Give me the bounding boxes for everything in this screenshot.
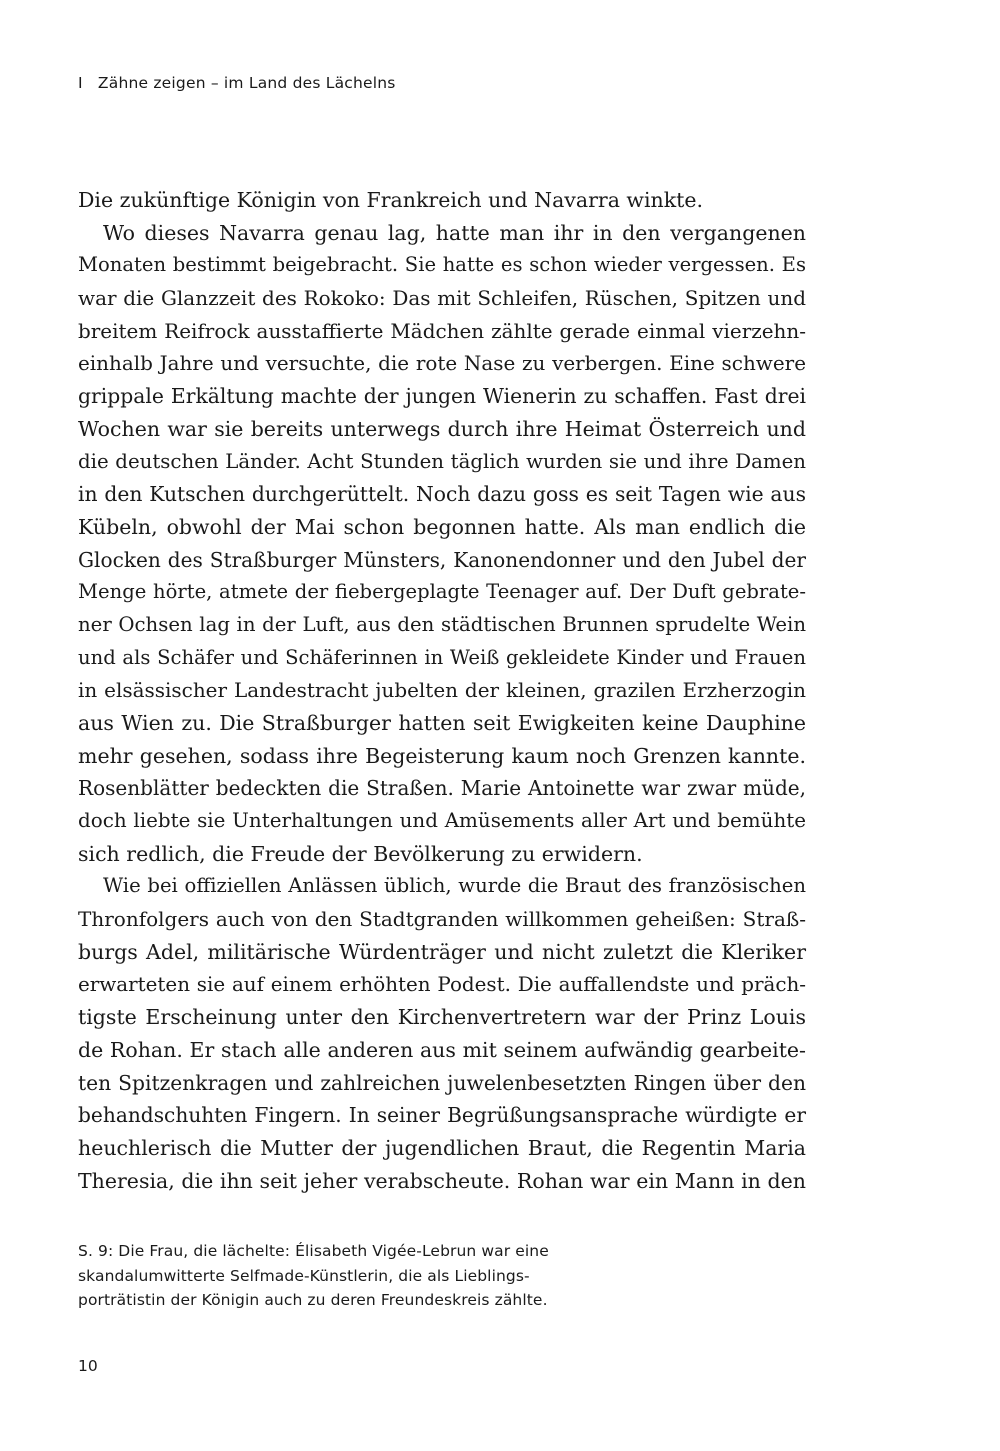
footnote-line: S. 9: Die Frau, die lächelte: Élisabeth Vigée-Lebrun war eine bbox=[78, 1242, 549, 1260]
body-line: Theresia, die ihn seit jeher verabscheute. Rohan war ein Mann in den bbox=[78, 1168, 806, 1193]
running-head bbox=[78, 74, 396, 92]
footnote-line: porträtistin der Königin auch zu deren Freundeskreis zählte. bbox=[78, 1291, 548, 1309]
body-line: burgs Adel, militärische Würdenträger und nicht zuletzt die Kleriker bbox=[78, 939, 806, 964]
body-line: Glocken des Straßburger Münsters, Kanonendonner und den Jubel der bbox=[78, 547, 806, 572]
body-line: grippale Erkältung machte der jungen Wienerin zu schaffen. Fast drei bbox=[78, 384, 806, 409]
footnote-line: skandalumwitterte Selfmade-Künstlerin, die als Lieblings- bbox=[78, 1266, 530, 1285]
body-line: Wo dieses Navarra genau lag, hatte man ihr in den vergangenen bbox=[103, 220, 806, 245]
body-line: Wochen war sie bereits unterwegs durch ihre Heimat Österreich und bbox=[78, 416, 806, 441]
body-line: einhalb Jahre und versuchte, die rote Nase zu verbergen. Eine schwere bbox=[78, 351, 806, 376]
body-line: in den Kutschen durchgerüttelt. Noch dazu goss es seit Tagen wie aus bbox=[78, 482, 806, 507]
body-line: in elsässischer Landestracht jubelten der kleinen, grazilen Erzherzogin bbox=[78, 678, 806, 703]
body-line: Monaten bestimmt beigebracht. Sie hatte es schon wieder vergessen. Es bbox=[78, 253, 806, 277]
body-line: war die Glanzzeit des Rokoko: Das mit Schleifen, Rüschen, Spitzen und bbox=[78, 286, 806, 311]
running-head-title: Zähne zeigen – im Land des Lächelns bbox=[97, 74, 396, 92]
page-number: 10 bbox=[78, 1357, 98, 1375]
body-line: ten Spitzenkragen und zahlreichen juwelenbesetzten Ringen über den bbox=[78, 1070, 806, 1095]
body-line: erwarteten sie auf einem erhöhten Podest. Die auffallendste und präch- bbox=[78, 972, 806, 996]
body-line: Rosenblätter bedeckten die Straßen. Marie Antoinette war zwar müde, bbox=[78, 776, 806, 801]
body-line: heuchlerisch die Mutter der jugendlichen Braut, die Regentin Maria bbox=[78, 1135, 806, 1160]
body-line: aus Wien zu. Die Straßburger hatten seit Ewigkeiten keine Dauphine bbox=[78, 711, 806, 735]
body-line: breitem Reifrock ausstaffierte Mädchen zählte gerade einmal vierzehn- bbox=[78, 318, 806, 343]
body-line: Die zukünftige Königin von Frankreich und Navarra winkte. bbox=[78, 188, 704, 212]
body-line: Kübeln, obwohl der Mai schon begonnen hatte. Als man endlich die bbox=[78, 514, 806, 539]
body-line: ner Ochsen lag in der Luft, aus den städtischen Brunnen sprudelte Wein bbox=[78, 612, 806, 636]
body-text bbox=[78, 184, 806, 1197]
body-line: Menge hörte, atmete der fiebergeplagte Teenager auf. Der Duft gebrate- bbox=[78, 580, 806, 604]
body-line: und als Schäfer und Schäferinnen in Weiß gekleidete Kinder und Frauen bbox=[78, 645, 806, 669]
body-line: tigste Erscheinung unter den Kirchenvertretern war der Prinz Louis bbox=[78, 1005, 806, 1030]
body-line: Wie bei offiziellen Anlässen üblich, wurde die Braut des französischen bbox=[103, 874, 806, 898]
body-line: de Rohan. Er stach alle anderen aus mit seinem aufwändig gearbeite- bbox=[78, 1037, 806, 1062]
body-line: doch liebte sie Unterhaltungen und Amüsements aller Art und bemühte bbox=[78, 809, 806, 833]
body-line: sich redlich, die Freude der Bevölkerung zu erwidern. bbox=[78, 841, 643, 866]
body-line: behandschuhten Fingern. In seiner Begrüßungsansprache würdigte er bbox=[78, 1103, 806, 1128]
body-line: die deutschen Länder. Acht Stunden täglich wurden sie und ihre Damen bbox=[78, 449, 806, 473]
footnote bbox=[78, 1239, 598, 1313]
chapter-marker: I bbox=[78, 74, 83, 92]
body-line: mehr gesehen, sodass ihre Begeisterung kaum noch Grenzen kannte. bbox=[78, 743, 806, 768]
body-line: Thronfolgers auch von den Stadtgranden willkommen geheißen: Straß- bbox=[78, 907, 806, 932]
